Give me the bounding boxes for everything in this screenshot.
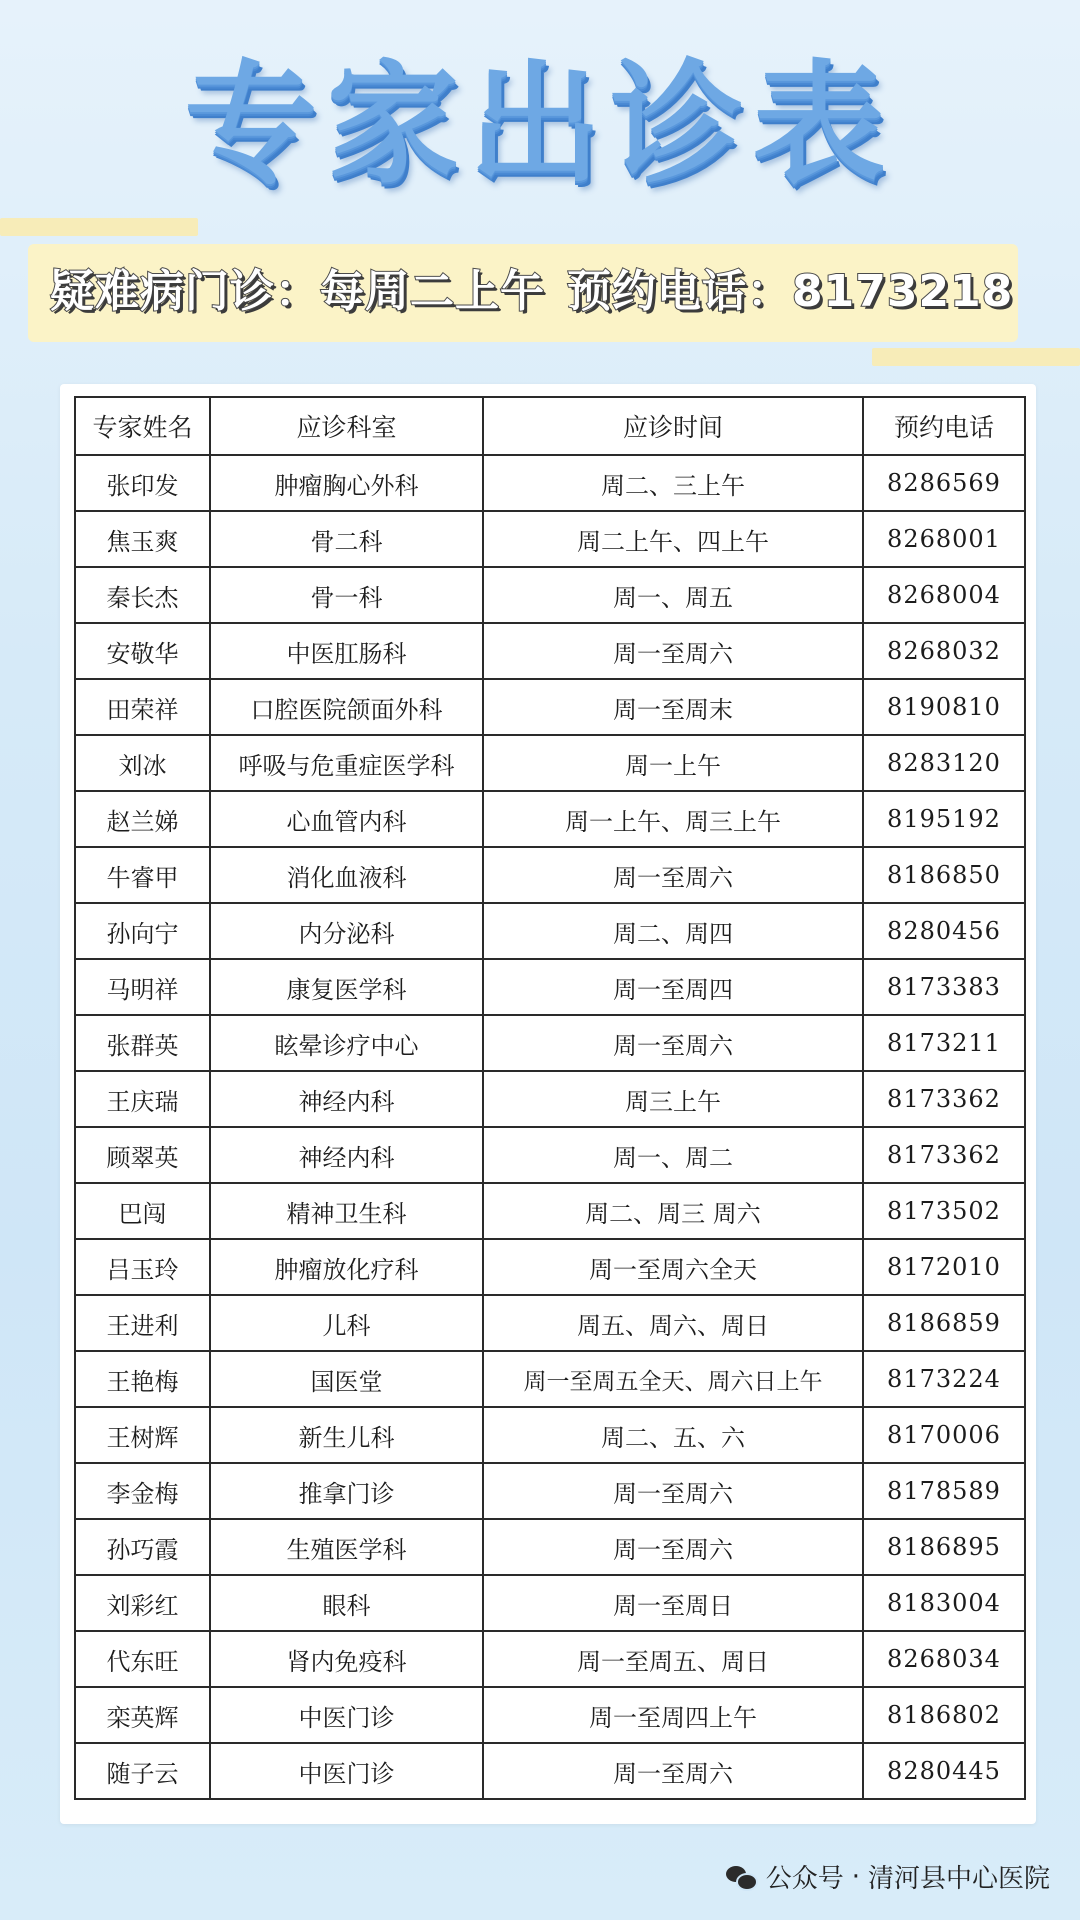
cell-department: 口腔医院颌面外科	[210, 679, 483, 735]
table-row	[75, 1575, 1025, 1631]
cell-department: 肾内免疫科	[210, 1631, 483, 1687]
table-row	[75, 455, 1025, 511]
footer-label: 公众号	[765, 1864, 844, 1894]
cell-department: 中医肛肠科	[210, 623, 483, 679]
cell-booking-phone: 8186802	[863, 1687, 1025, 1743]
cell-department: 心血管内科	[210, 791, 483, 847]
cell-booking-phone: 8173383	[863, 959, 1025, 1015]
cell-booking-phone: 8186850	[863, 847, 1025, 903]
cell-expert-name: 焦玉爽	[75, 511, 210, 567]
table-row	[75, 1015, 1025, 1071]
cell-clinic-time: 周一至周四上午	[483, 1687, 863, 1743]
cell-department: 骨二科	[210, 511, 483, 567]
cell-expert-name: 王艳梅	[75, 1351, 210, 1407]
cell-expert-name: 赵兰娣	[75, 791, 210, 847]
cell-booking-phone: 8280445	[863, 1743, 1025, 1799]
cell-expert-name: 张印发	[75, 455, 210, 511]
table-row	[75, 903, 1025, 959]
footer-account	[726, 1858, 1050, 1895]
cell-booking-phone: 8173502	[863, 1183, 1025, 1239]
cell-clinic-time: 周三上午	[483, 1071, 863, 1127]
cell-clinic-time: 周一至周六	[483, 1015, 863, 1071]
cell-booking-phone: 8170006	[863, 1407, 1025, 1463]
footer-account-name: 清河县中心医院	[867, 1864, 1050, 1894]
cell-department: 肿瘤放化疗科	[210, 1239, 483, 1295]
cell-clinic-time: 周一至周末	[483, 679, 863, 735]
cell-expert-name: 安敬华	[75, 623, 210, 679]
table-row	[75, 1743, 1025, 1799]
table-row	[75, 1183, 1025, 1239]
cell-department: 眼科	[210, 1575, 483, 1631]
cell-department: 新生儿科	[210, 1407, 483, 1463]
header-expert-name: 专家姓名	[75, 397, 210, 455]
table-row	[75, 679, 1025, 735]
decorative-stripe-right	[872, 348, 1080, 366]
decorative-stripe-left	[0, 218, 198, 236]
cell-expert-name: 田荣祥	[75, 679, 210, 735]
booking-phone: 预约电话：8173218	[567, 266, 1014, 317]
table-row	[75, 1351, 1025, 1407]
footer-separator: ·	[851, 1861, 860, 1892]
cell-expert-name: 马明祥	[75, 959, 210, 1015]
cell-expert-name: 吕玉玲	[75, 1239, 210, 1295]
cell-clinic-time: 周一、周二	[483, 1127, 863, 1183]
cell-clinic-time: 周二、三上午	[483, 455, 863, 511]
cell-expert-name: 刘彩红	[75, 1575, 210, 1631]
cell-clinic-time: 周一至周日	[483, 1575, 863, 1631]
cell-booking-phone: 8190810	[863, 679, 1025, 735]
cell-booking-phone: 8183004	[863, 1575, 1025, 1631]
cell-clinic-time: 周一至周六	[483, 847, 863, 903]
table-row	[75, 791, 1025, 847]
cell-booking-phone: 8172010	[863, 1239, 1025, 1295]
wechat-icon	[726, 1864, 756, 1890]
cell-department: 生殖医学科	[210, 1519, 483, 1575]
table-row	[75, 1463, 1025, 1519]
cell-department: 康复医学科	[210, 959, 483, 1015]
cell-department: 眩晕诊疗中心	[210, 1015, 483, 1071]
cell-department: 中医门诊	[210, 1687, 483, 1743]
notice-text	[50, 259, 1035, 325]
cell-booking-phone: 8268034	[863, 1631, 1025, 1687]
table-row	[75, 1071, 1025, 1127]
cell-department: 儿科	[210, 1295, 483, 1351]
cell-clinic-time: 周一至周四	[483, 959, 863, 1015]
cell-clinic-time: 周一、周五	[483, 567, 863, 623]
cell-booking-phone: 8173224	[863, 1351, 1025, 1407]
cell-expert-name: 秦长杰	[75, 567, 210, 623]
cell-booking-phone: 8186895	[863, 1519, 1025, 1575]
cell-department: 国医堂	[210, 1351, 483, 1407]
table-row	[75, 1687, 1025, 1743]
table-row	[75, 623, 1025, 679]
cell-booking-phone: 8178589	[863, 1463, 1025, 1519]
table-row	[75, 567, 1025, 623]
cell-booking-phone: 8268032	[863, 623, 1025, 679]
header-department: 应诊科室	[210, 397, 483, 455]
cell-clinic-time: 周二、五、六	[483, 1407, 863, 1463]
cell-clinic-time: 周五、周六、周日	[483, 1295, 863, 1351]
schedule-table	[74, 396, 1026, 1800]
cell-clinic-time: 周一至周六	[483, 1743, 863, 1799]
table-row	[75, 511, 1025, 567]
cell-expert-name: 王进利	[75, 1295, 210, 1351]
cell-expert-name: 王庆瑞	[75, 1071, 210, 1127]
cell-department: 骨一科	[210, 567, 483, 623]
cell-booking-phone: 8268004	[863, 567, 1025, 623]
cell-department: 消化血液科	[210, 847, 483, 903]
cell-booking-phone: 8268001	[863, 511, 1025, 567]
cell-department: 神经内科	[210, 1127, 483, 1183]
cell-booking-phone: 8280456	[863, 903, 1025, 959]
cell-department: 肿瘤胸心外科	[210, 455, 483, 511]
cell-booking-phone: 8286569	[863, 455, 1025, 511]
cell-booking-phone: 8195192	[863, 791, 1025, 847]
cell-expert-name: 张群英	[75, 1015, 210, 1071]
cell-clinic-time: 周二、周四	[483, 903, 863, 959]
cell-expert-name: 牛睿甲	[75, 847, 210, 903]
table-row	[75, 847, 1025, 903]
cell-department: 呼吸与危重症医学科	[210, 735, 483, 791]
cell-expert-name: 代东旺	[75, 1631, 210, 1687]
table-row	[75, 735, 1025, 791]
table-row	[75, 1127, 1025, 1183]
table-header-row	[75, 397, 1025, 455]
cell-booking-phone: 8283120	[863, 735, 1025, 791]
cell-expert-name: 刘冰	[75, 735, 210, 791]
cell-clinic-time: 周一至周六	[483, 623, 863, 679]
table-row	[75, 1519, 1025, 1575]
table-row	[75, 959, 1025, 1015]
cell-clinic-time: 周二、周三 周六	[483, 1183, 863, 1239]
cell-department: 推拿门诊	[210, 1463, 483, 1519]
cell-clinic-time: 周一上午	[483, 735, 863, 791]
cell-clinic-time: 周一至周六全天	[483, 1239, 863, 1295]
cell-clinic-time: 周一至周六	[483, 1519, 863, 1575]
cell-department: 精神卫生科	[210, 1183, 483, 1239]
cell-expert-name: 李金梅	[75, 1463, 210, 1519]
table-row	[75, 1407, 1025, 1463]
cell-booking-phone: 8186859	[863, 1295, 1025, 1351]
page-title: 专家出诊表	[185, 48, 895, 202]
cell-expert-name: 巴闯	[75, 1183, 210, 1239]
cell-department: 神经内科	[210, 1071, 483, 1127]
cell-booking-phone: 8173362	[863, 1071, 1025, 1127]
cell-expert-name: 随子云	[75, 1743, 210, 1799]
cell-expert-name: 孙向宁	[75, 903, 210, 959]
cell-expert-name: 王树辉	[75, 1407, 210, 1463]
cell-clinic-time: 周一至周五、周日	[483, 1631, 863, 1687]
cell-expert-name: 栾英辉	[75, 1687, 210, 1743]
cell-booking-phone: 8173211	[863, 1015, 1025, 1071]
cell-clinic-time: 周一上午、周三上午	[483, 791, 863, 847]
cell-expert-name: 顾翠英	[75, 1127, 210, 1183]
cell-department: 内分泌科	[210, 903, 483, 959]
cell-clinic-time: 周一至周六	[483, 1463, 863, 1519]
cell-expert-name: 孙巧霞	[75, 1519, 210, 1575]
table-row	[75, 1631, 1025, 1687]
header-booking-phone: 预约电话	[863, 397, 1025, 455]
schedule-body	[75, 455, 1025, 1799]
table-row	[75, 1239, 1025, 1295]
table-row	[75, 1295, 1025, 1351]
clinic-notice: 疑难病门诊：每周二上午	[50, 266, 545, 317]
cell-department: 中医门诊	[210, 1743, 483, 1799]
header-clinic-time: 应诊时间	[483, 397, 863, 455]
cell-clinic-time: 周二上午、四上午	[483, 511, 863, 567]
cell-clinic-time: 周一至周五全天、周六日上午	[483, 1351, 863, 1407]
cell-booking-phone: 8173362	[863, 1127, 1025, 1183]
